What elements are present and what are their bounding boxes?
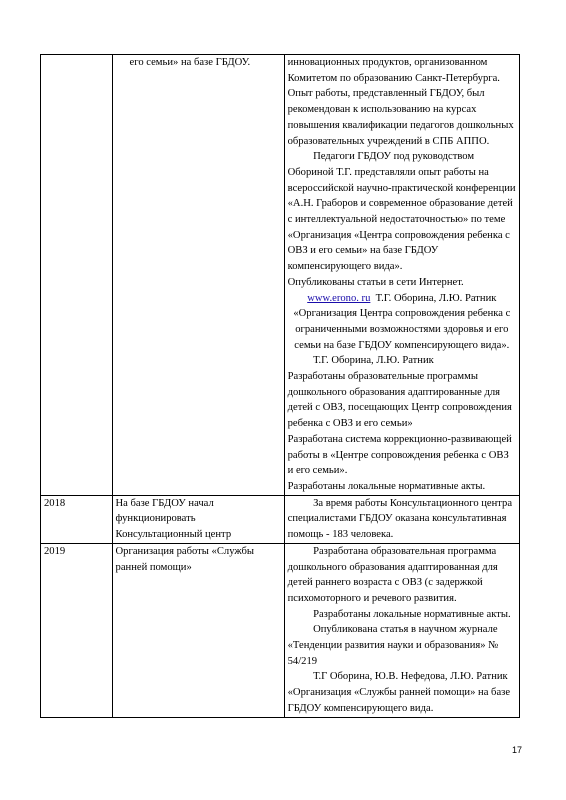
result-cell xyxy=(284,543,519,717)
event-text: На базе ГБДОУ начал функционировать Консультационный центр xyxy=(115,497,232,541)
event-cell xyxy=(112,495,284,543)
result-paragraph: За время работы Консультационного центра специалистами ГБДОУ оказана консультативная помощь - 183 человека. xyxy=(287,497,513,541)
event-cell xyxy=(112,543,284,717)
result-cell xyxy=(284,495,519,543)
result-paragraph: Разработаны локальные нормативные акты. xyxy=(313,608,511,620)
event-cell xyxy=(112,55,284,496)
result-paragraph xyxy=(288,291,516,354)
result-paragraph: Разработана система коррекционно-развивающей работы в «Центре сопровождения ребенка с ОВЗ и его семьи». xyxy=(287,433,512,477)
history-table xyxy=(40,54,520,718)
result-paragraph: Педагоги ГБДОУ под руководством Обориной Т.Г. представляли опыт работы на всероссийской научно-практической конференции «А.Н. Граборов и современное образование детей с интеллектуальной недостаточностью» по теме «Организация «Центра сопровождения ребенка с ОВЗ и его семьи» на базе ГБДОУ компенсирующего вида». xyxy=(287,151,516,273)
event-text: Организация работы «Службы ранней помощи» xyxy=(115,545,255,573)
table-row xyxy=(41,543,520,717)
result-paragraph: Т.Г. Оборина, Л.Ю. Ратник xyxy=(313,355,434,367)
result-paragraph: Опубликованы статьи в сети Интернет. xyxy=(287,276,464,288)
table-row xyxy=(41,55,520,496)
table-row xyxy=(41,495,520,543)
result-paragraph: Опубликована статья в научном журнале «Тенденции развития науки и образования» № 54/219 xyxy=(287,624,499,667)
result-paragraph: Разработана образовательная программа дошкольного образования адаптированная для детей раннего возраста с ОВЗ (с задержкой психомоторного и речевого развития. xyxy=(287,545,498,604)
year-cell: 2018 xyxy=(41,495,113,543)
erono-link[interactable]: www.erono. ru xyxy=(307,292,371,304)
year-cell xyxy=(41,55,113,496)
article-citation: Т.Г. Оборина, Л.Ю. Ратник «Организация Центра сопровождения ребенка с ограниченными возможностями здоровья и его семьи на базе ГБДОУ компенсирующего вида». xyxy=(293,292,511,351)
year-cell: 2019 xyxy=(41,543,113,717)
event-text: его семьи» на базе ГБДОУ. xyxy=(129,57,251,68)
result-paragraph: Разработаны образовательные программы дошкольного образования адаптированные для детей с ОВЗ, посещающих Центр сопровождения ребенка с ОВЗ и его семьи» xyxy=(287,371,512,430)
result-paragraph: Т.Г Оборина, Ю.В. Нефедова, Л.Ю. Ратник «Организация «Службы ранней помощи» на базе ГБДОУ компенсирующего вида. xyxy=(287,671,511,714)
result-paragraph: Разработаны локальные нормативные акты. xyxy=(287,480,486,492)
page-number: 17 xyxy=(512,745,523,755)
result-cell xyxy=(284,55,519,496)
result-paragraph: инновационных продуктов, организованном Комитетом по образованию Санкт-Петербурга. Опыт работы, представленный ГБДОУ, был рекомендован к использованию на курсах повышения квалификации педагогов дошкольных образовательных учреждений в СПБ АППО. xyxy=(287,57,514,147)
